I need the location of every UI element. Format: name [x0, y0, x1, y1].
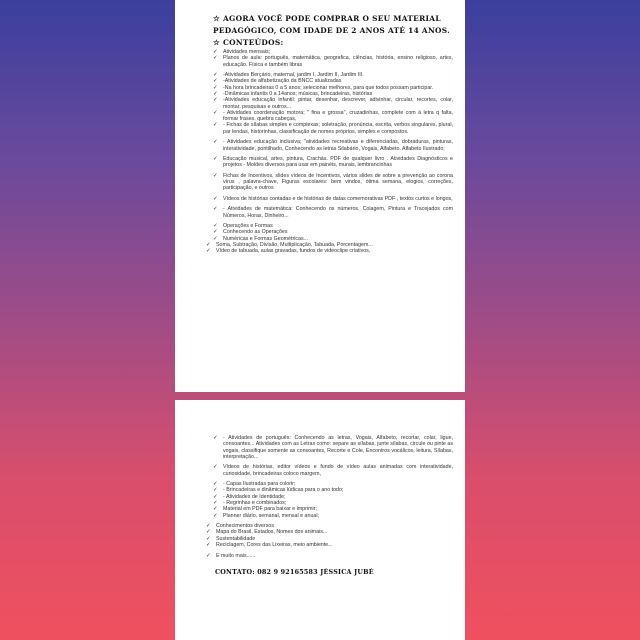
list-item: ✓ - Regrinhas e combinados; [213, 500, 453, 506]
list-item: ✓ -Na hora brincadeiras 0 a 5 anos; selecionar melhores, para que todos possam participar. [213, 85, 453, 91]
list-item: ✓ E muito mais...... [206, 553, 453, 559]
list-item: ✓ Numéricas e Formas Geométricas... [213, 236, 453, 242]
content-list [213, 435, 453, 559]
list-item: ✓ - Capas Ilustradas para colorir; [213, 481, 453, 487]
list-item: ✓ Vídeos de histórias contadas e de histórias de datas comemorativas PDF , textos curtos e longos, [213, 196, 453, 202]
list-item: ✓ Operações e Formas [213, 223, 453, 229]
list-item: ✓ - Atividades de Identidade; [213, 494, 453, 500]
list-item: ✓ - Atividades coordenação motora; " fina e grossa", cruzadinhas, complete com á letra q falta, formar frases, quebra cabeças, [213, 110, 453, 123]
document-page-2 [175, 400, 465, 640]
list-item: ✓ -Dinâmicas infantis 0 a 14anos; músicas, brincadeiras, histórias [213, 91, 453, 97]
list-item: ✓ - Atividades de português: Conhecendo as letras, Vogais, Alfabeto, recortar, colar, ligue, consoantes... Atividades com as Letras como: separe as sílabas, junte sílabas, circule ou pinte as vogais, classifique somente as consoantes, Recorte e Cole, Encontros vocálicos, leitura, Sílabas, interpretação... [213, 435, 453, 460]
page-heading: ☆ AGORA VOCÊ PODE COMPRAR O SEU MATERIAL PEDAGÓGICO, COM IDADE DE 2 ANOS ATÉ 14 ANOS. ☆ CONTEÚDOS: [213, 14, 451, 47]
list-item: ✓ Sustentabilidade [206, 536, 453, 542]
list-item: ✓ Conhecendo as Operações [213, 229, 453, 235]
list-item: ✓ -Atividades Berçário, maternal, jardim I, Jardim II, Jardim III. [213, 72, 453, 78]
list-item: ✓ - Atividades educação inclusiva; "atividades recreativas e diferenciadas, dobraduras, pinturas, interatividade, pontilhado, Conhecendo as letras Silabário, Vogais, Alfabeto. Alfabeto Ilustrado; [213, 139, 453, 152]
list-item: ✓ Fichas de Incentivos, slides vídeos de Incentivos, vários slides de sobre a prevenção ao corona vírus , palavra-chave, Figuras escolares: bem vindos, ótima semana, elogios, correções, participação, e outros [213, 173, 453, 192]
list-item: ✓ - Fichas de sílabas simples e complexas; soletração, pronúncia, escrita, verbos singulares, plural, par lendas, historinhas, classificação de nomes próprios, simples e compostos. [213, 122, 453, 135]
list-item: ✓ - Atividades de matemática: Conhecendo os números, Colagem, Pintura e Tracejados com Números, Horas, Dinheiro... [213, 206, 453, 219]
list-item: ✓ -Atividades de alfabetização da BNCC atualizadas [213, 78, 453, 84]
conteudos-label: CONTEÚDOS: [222, 38, 284, 47]
list-item: ✓ Vídeos de histórias, editor vídeos e fundo de vídeo aulas animadas com interatividade, curiosidade, brincadeiras coloco margem, [213, 464, 453, 477]
content-list [213, 49, 453, 255]
document-page-1 [175, 0, 465, 392]
list-item: ✓ Reciclagem, Cores das Lixeiras, meio ambiente... [206, 542, 453, 548]
list-item: ✓ Soma, Subtração, Divisão, Multiplicação, Tabuada, Porcentagem... [206, 242, 453, 248]
star-icon: ☆ [213, 14, 220, 23]
contact-info: CONTATO: 082 9 92165583 JÉSSICA JUBÉ [215, 567, 374, 576]
list-item: ✓ Planos de aula: português, matemática, geografica, ciências, história, ensino religioso, artes, educação. Física e também libras [213, 55, 453, 68]
list-item: ✓ Material em PDF para baixar e imprimir; [213, 506, 453, 512]
list-item: ✓ Atividades mensais; [213, 49, 453, 55]
list-item: ✓ Mapa do Brasil, Estados, Nomes dos animais... [206, 529, 453, 535]
list-item: ✓ Conhecimentos diversos [206, 523, 453, 529]
list-item: ✓ Planner diário, semanal, mensal e anual; [213, 513, 453, 519]
star-icon: ☆ [213, 38, 220, 47]
list-item: ✓ Vídeo de tabuada, aulas gravadas, fundos de videoclipe criativos, [206, 248, 453, 254]
list-item: ✓ - Brincadeiras e dinâmicas lúdicas para o ano todo; [213, 487, 453, 493]
list-item: ✓ -Atividades educação infantil: pintar, desenhar, descrever, adivinhar, circular, recortes, colar, montar, pesquisas e outros... [213, 97, 453, 110]
list-item: ✓ Educação musical, artes, pintura, Crachás. PDF de qualquer livro . Atividades Diagnósticos e projetos - Moldes diversos para usar em painéis, murais, lembrancinhas [213, 156, 453, 169]
